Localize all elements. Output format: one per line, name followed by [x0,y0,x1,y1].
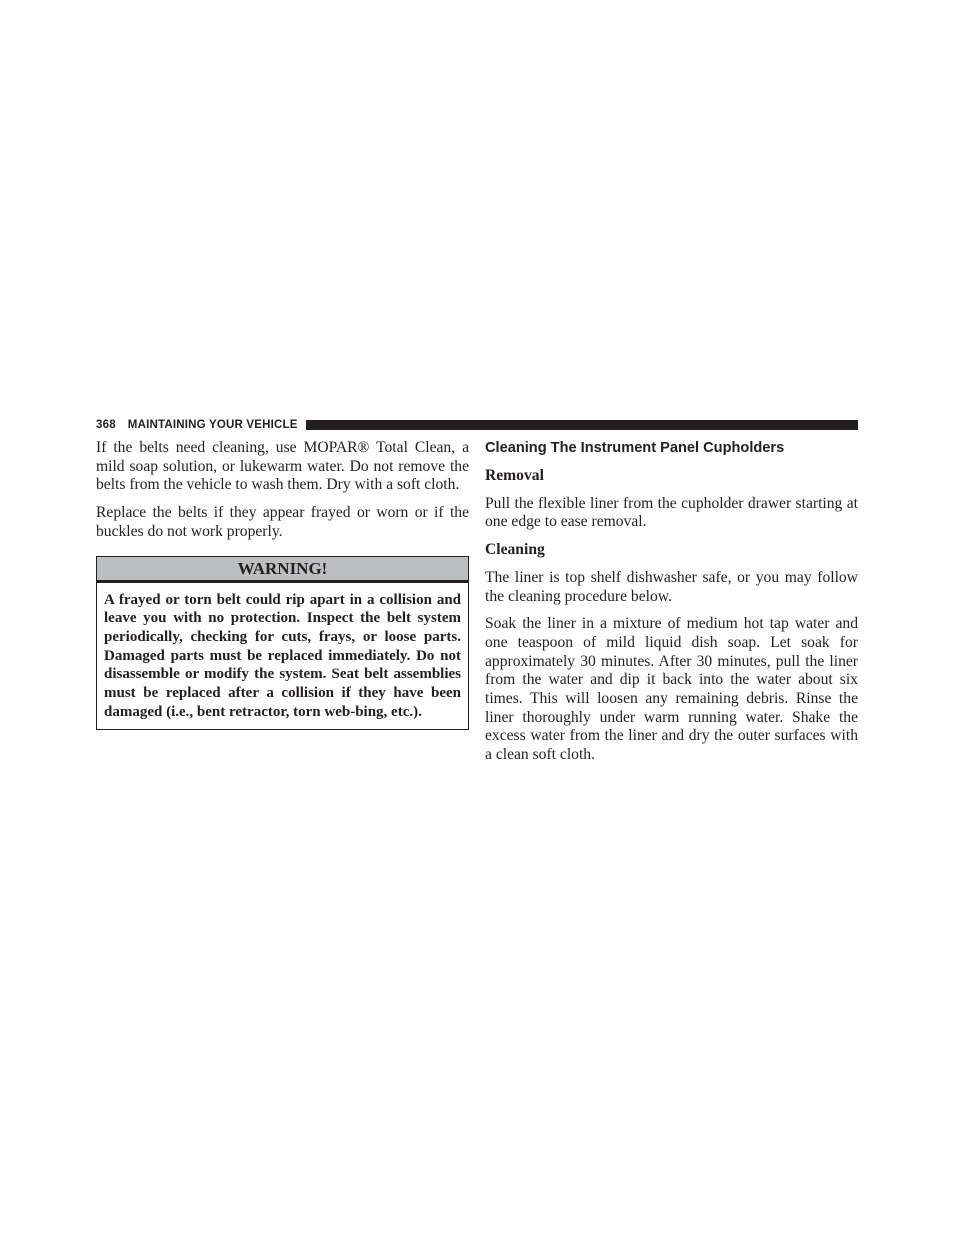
section-title: MAINTAINING YOUR VEHICLE [127,419,298,431]
cleaning-heading: Cleaning [485,541,545,559]
warning-title: WARNING! [97,557,468,583]
warning-box [96,556,469,731]
header-rule [306,420,858,430]
page-header [96,417,858,433]
left-column [96,439,469,730]
cleaning-paragraph-2: Soak the liner in a mixture of medium hot tap water and one teaspoon of mild liquid dish soap. Let soak for approximately 30 minutes. After 30 minutes, pull the liner from the water and dip it back into the water about six times. This will loosen any remaining debris. Rinse the liner thoroughly under warm running water. Shake the excess water from the liner and dry the outer surfaces with a clean soft cloth. [485,615,858,764]
right-column [485,439,858,774]
page-number: 368 [96,419,116,431]
belt-replacement-paragraph: Replace the belts if they appear frayed or worn or if the buckles do not work properly. [96,504,469,540]
cleaning-paragraph-1: The liner is top shelf dishwasher safe, or you may follow the cleaning procedure below. [485,568,858,605]
warning-body: A frayed or torn belt could rip apart in a collision and leave you with no protection. Inspect the belt system periodically, checking for cuts, frays, or loose parts. Damaged parts must be replaced immediately. Do not disassemble or modify the system. Seat belt assemblies must be replaced after a collision if they have been damaged (i.e., bent retractor, torn web-bing, etc.). [104,591,461,720]
removal-heading: Removal [485,467,544,484]
cupholder-heading: Cleaning The Instrument Panel Cupholders [485,440,785,456]
belt-cleaning-paragraph: If the belts need cleaning, use MOPAR® Total Clean, a mild soap solution, or lukewarm water. Do not remove the belts from the vehicle to wash them. Dry with a soft cloth. [96,439,469,494]
removal-paragraph: Pull the flexible liner from the cupholder drawer starting at one edge to ease removal. [485,494,858,531]
